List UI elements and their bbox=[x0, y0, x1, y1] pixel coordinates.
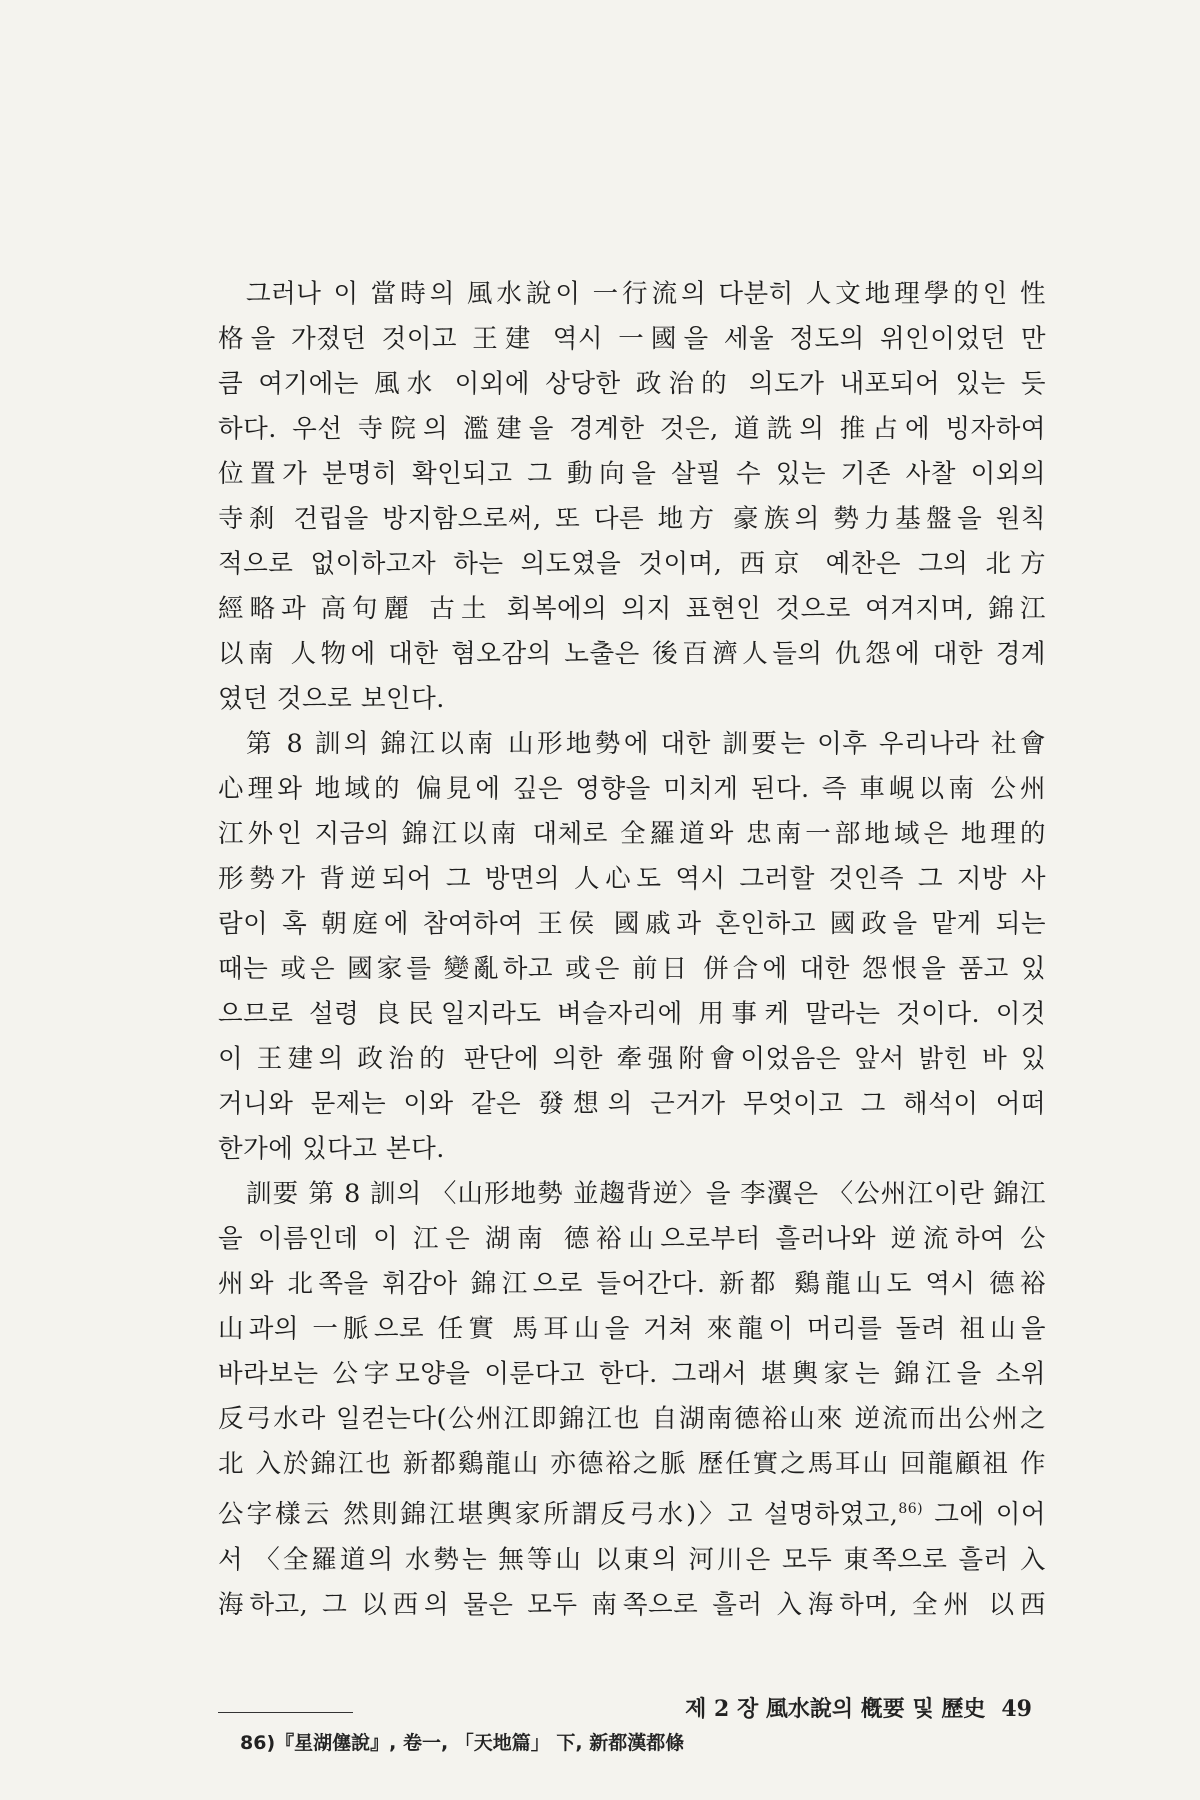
text-line: 한가에 있다고 본다. bbox=[218, 1134, 445, 1164]
text-line-with-footnote bbox=[218, 1487, 1046, 1538]
footnote-reference[interactable]: 86) bbox=[898, 1501, 924, 1517]
paragraph-1 bbox=[218, 272, 1046, 722]
text-line: 訓要 第 8 訓의 〈山形地勢 並趨背逆〉을 李瀷은 〈公州江이란 錦江 bbox=[246, 1179, 1046, 1209]
text-line: 적으로 없이하고자 하는 의도였을 것이며, 西京 예찬은 그의 北方 bbox=[218, 549, 1046, 579]
text-line: 서 〈全羅道의 水勢는 無等山 以東의 河川은 모두 東쪽으로 흘러 入 bbox=[218, 1544, 1046, 1575]
text-line: 山과의 一脈으로 任實 馬耳山을 거쳐 來龍이 머리를 돌려 祖山을 bbox=[218, 1314, 1046, 1344]
text-segment: 公字樣云 然則錦江堪輿家所謂反弓水)〉고 설명하였고, bbox=[218, 1499, 899, 1530]
text-line: 으므로 설령 良民일지라도 벼슬자리에 用事케 말라는 것이다. 이것 bbox=[218, 999, 1047, 1029]
text-line: 바라보는 公字모양을 이룬다고 한다. 그래서 堪輿家는 錦江을 소위 bbox=[218, 1359, 1046, 1389]
text-line: 江外인 지금의 錦江以南 대체로 全羅道와 忠南一部地域은 地理的 bbox=[218, 819, 1046, 849]
text-line: 形勢가 背逆되어 그 방면의 人心도 역시 그러할 것인즉 그 지방 사 bbox=[218, 864, 1046, 894]
text-line: 그러나 이 當時의 風水說이 一行流의 다분히 人文地理學的인 性 bbox=[246, 279, 1046, 309]
text-line: 때는 或은 國家를 變亂하고 或은 前日 併合에 대한 怨恨을 품고 있 bbox=[218, 954, 1046, 984]
text-line: 第 8 訓의 錦江以南 山形地勢에 대한 訓要는 이후 우리나라 社會 bbox=[246, 729, 1046, 759]
text-line: 거니와 문제는 이와 같은 發想의 근거가 무엇이고 그 해석이 어떠 bbox=[218, 1089, 1046, 1119]
paragraph-2 bbox=[218, 722, 1046, 1172]
footnote-86: 86)『星湖僿說』, 卷一, 「天地篇」 下, 新都漢都條 bbox=[240, 1732, 685, 1754]
body-text bbox=[218, 272, 1046, 1628]
page-number: 49 bbox=[1001, 1696, 1032, 1722]
paragraph-3 bbox=[218, 1172, 1046, 1628]
text-line: 였던 것으로 보인다. bbox=[218, 684, 445, 714]
text-line: 州와 北쪽을 휘감아 錦江으로 들어간다. 新都 鷄龍山도 역시 德裕 bbox=[218, 1269, 1046, 1299]
text-line: 海하고, 그 以西의 물은 모두 南쪽으로 흘러 入海하며, 全州 以西 bbox=[218, 1589, 1046, 1620]
text-line: 格을 가졌던 것이고 王建 역시 一國을 세울 정도의 위인이었던 만 bbox=[218, 324, 1046, 354]
text-line: 이 王建의 政治的 판단에 의한 牽强附會이었음은 앞서 밝힌 바 있 bbox=[218, 1044, 1046, 1074]
text-line: 位置가 분명히 확인되고 그 動向을 살필 수 있는 기존 사찰 이외의 bbox=[218, 459, 1046, 489]
text-segment: 그에 이어 bbox=[923, 1499, 1046, 1530]
text-line: 心理와 地域的 偏見에 깊은 영향을 미치게 된다. 즉 車峴以南 公州 bbox=[218, 774, 1046, 804]
text-line: 經略과 高句麗 古土 회복에의 의지 표현인 것으로 여겨지며, 錦江 bbox=[218, 594, 1046, 624]
text-line: 을 이름인데 이 江은 湖南 德裕山으로부터 흘러나와 逆流하여 公 bbox=[218, 1224, 1046, 1254]
text-line: 北 入於錦江也 新都鷄龍山 亦德裕之脈 歷任實之馬耳山 回龍顧祖 作 bbox=[218, 1449, 1046, 1479]
text-line: 寺刹 건립을 방지함으로써, 또 다른 地方 豪族의 勢力基盤을 원칙 bbox=[218, 504, 1046, 534]
text-line: 람이 혹 朝庭에 참여하여 王侯 國戚과 혼인하고 國政을 맡게 되는 bbox=[218, 909, 1046, 939]
text-line: 以南 人物에 대한 혐오감의 노출은 後百濟人들의 仇怨에 대한 경계 bbox=[218, 639, 1046, 669]
footnote-divider bbox=[218, 1712, 353, 1713]
chapter-title: 제 2 장 風水說의 槪要 및 歷史 bbox=[685, 1696, 986, 1722]
text-line: 하다. 우선 寺院의 濫建을 경계한 것은, 道詵의 推占에 빙자하여 bbox=[218, 414, 1046, 444]
running-footer bbox=[685, 1692, 1032, 1723]
text-line: 反弓水라 일컫는다(公州江即錦江也 自湖南德裕山來 逆流而出公州之 bbox=[218, 1404, 1046, 1434]
text-line: 큼 여기에는 風水 이외에 상당한 政治的 의도가 내포되어 있는 듯 bbox=[218, 369, 1046, 399]
